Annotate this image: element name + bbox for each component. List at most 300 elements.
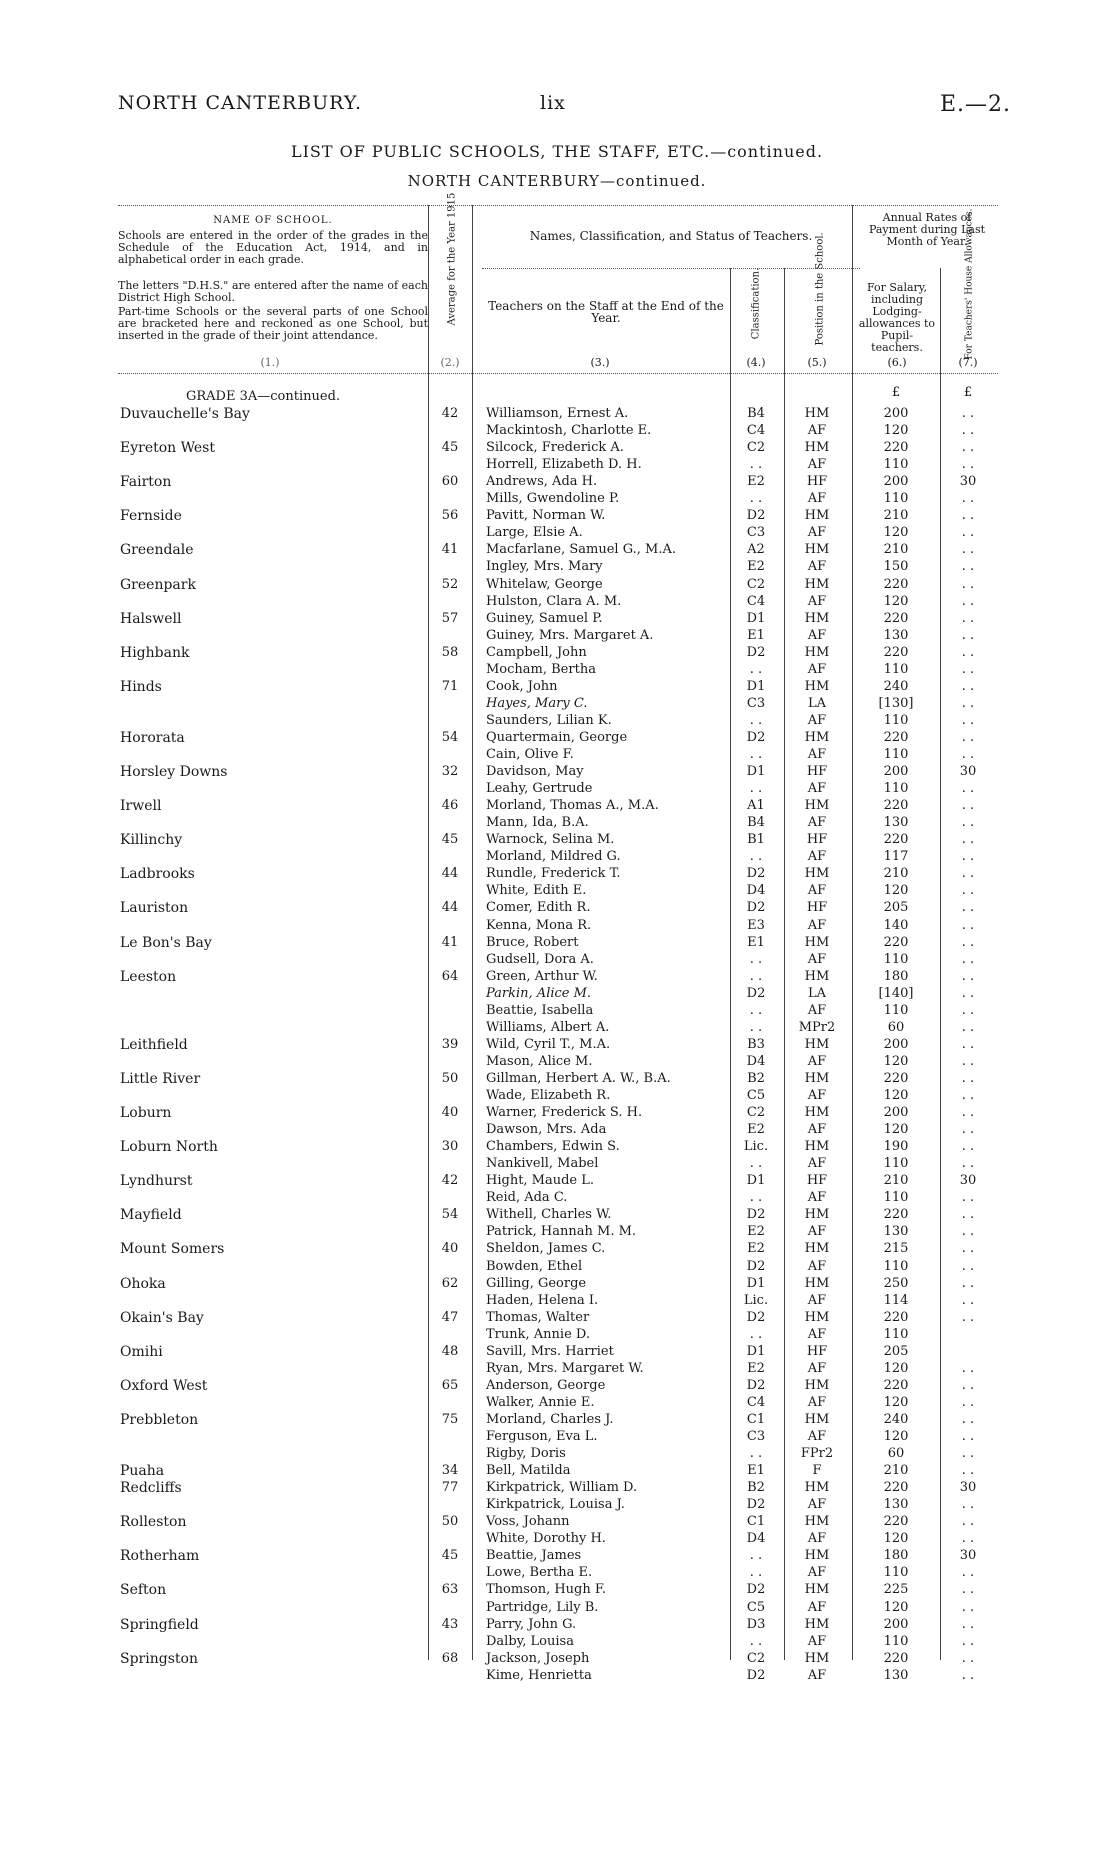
name-column-note-parttime: Part-time Schools or the several parts of one School are bracketed here and reckoned as one School, but inserted in the grade of their joint attendance. [118, 305, 428, 342]
teachers-subrule [482, 268, 860, 269]
school-average-attendance: 56 [441, 508, 459, 524]
teacher-position: HF [806, 474, 828, 490]
school-average-attendance: 30 [441, 1139, 459, 1155]
teacher-position: HM [804, 1241, 830, 1257]
teacher-name: Morland, Thomas A., M.A. [486, 798, 659, 814]
teacher-classification: . . [749, 1019, 763, 1035]
teacher-house-allowance: . . [961, 1667, 975, 1683]
teacher-house-allowance: . . [961, 406, 975, 421]
teacher-house-allowance: . . [961, 1241, 975, 1257]
teachers-subheading: Teachers on the Staff at the End of the Year. [488, 299, 724, 325]
teacher-salary: 200 [883, 1036, 909, 1052]
teacher-position: HM [804, 798, 830, 814]
teacher-name: Andrews, Ada H. [486, 474, 598, 490]
teacher-classification: E2 [747, 474, 765, 490]
teacher-house-allowance: . . [961, 423, 975, 439]
teacher-position: HM [804, 406, 830, 421]
page-title: LIST OF PUBLIC SCHOOLS, THE STAFF, ETC.—continued. [290, 142, 824, 161]
teacher-salary: 210 [883, 1173, 909, 1189]
teacher-classification: C5 [746, 1599, 766, 1615]
school-name: Leeston [120, 968, 177, 985]
teacher-house-allowance: . . [961, 1446, 975, 1462]
salary-column-label: For Salary, including Lodging-allowances to Pupil-teachers. [858, 281, 936, 354]
school-name: Puaha [120, 1463, 165, 1480]
teacher-salary: 190 [883, 1139, 909, 1155]
teacher-salary: 120 [883, 423, 909, 439]
teacher-classification: . . [749, 1156, 763, 1172]
school-average-attendance: 34 [441, 1463, 459, 1479]
teacher-classification: E1 [747, 627, 765, 643]
teacher-name: Reid, Ada C. [486, 1190, 568, 1206]
teacher-classification: B2 [747, 1070, 765, 1086]
teacher-house-allowance: . . [961, 1190, 975, 1206]
school-average-attendance: 42 [441, 406, 459, 421]
teacher-position: AF [807, 1633, 827, 1649]
teacher-house-allowance: 30 [959, 474, 977, 490]
teacher-salary: 210 [883, 542, 909, 558]
teacher-name: Ferguson, Eva L. [486, 1429, 598, 1444]
teacher-salary: 120 [883, 525, 909, 541]
teacher-name: Williamson, Ernest A. [486, 406, 629, 421]
teacher-name: Thomas, Walter [486, 1309, 590, 1325]
position-column-label: Position in the School. [814, 232, 826, 346]
teacher-name: Ryan, Mrs. Margaret W. [486, 1360, 644, 1376]
allowance-pound-sign: £ [963, 385, 973, 400]
teacher-position: AF [807, 1190, 827, 1206]
school-average-attendance: 52 [441, 576, 459, 592]
grade-heading: GRADE 3A—continued. [186, 389, 341, 404]
teacher-house-allowance: . . [961, 644, 975, 660]
teacher-house-allowance: . . [961, 985, 975, 1001]
teacher-classification: C2 [746, 440, 766, 456]
teacher-house-allowance: . . [961, 815, 975, 831]
school-average-attendance: 57 [441, 610, 459, 626]
teacher-house-allowance: . . [961, 1275, 975, 1291]
teacher-house-allowance: . . [961, 832, 975, 848]
teacher-name: Beattie, Isabella [486, 1002, 594, 1018]
teacher-position: AF [807, 525, 827, 541]
teacher-salary: 120 [883, 1394, 909, 1410]
teacher-salary: 117 [883, 849, 909, 865]
teacher-position: LA [807, 695, 827, 711]
teacher-name: Kime, Henrietta [486, 1667, 592, 1683]
teacher-salary: 210 [883, 508, 909, 524]
teacher-position: HM [804, 542, 830, 558]
teacher-position: AF [807, 1122, 827, 1138]
teacher-name: Hight, Maude L. [486, 1173, 595, 1189]
teacher-name: Patrick, Hannah M. M. [486, 1224, 637, 1240]
teacher-position: HF [806, 1173, 828, 1189]
teacher-position: AF [807, 1360, 827, 1376]
teacher-name: Comer, Edith R. [486, 900, 591, 916]
teacher-position: AF [807, 1088, 827, 1103]
teacher-position: AF [807, 1326, 827, 1342]
teacher-position: HM [804, 1650, 830, 1666]
teacher-name: Anderson, George [486, 1377, 606, 1393]
teacher-name: Mocham, Bertha [486, 661, 596, 677]
school-average-attendance: 54 [441, 1207, 459, 1223]
name-column-title: NAME OF SCHOOL. [213, 215, 333, 226]
teacher-name: Ingley, Mrs. Mary [486, 559, 603, 575]
teacher-classification: . . [749, 1326, 763, 1342]
school-name: Irwell [120, 798, 162, 815]
teacher-house-allowance: . . [961, 1616, 975, 1632]
teacher-salary: 220 [883, 1377, 909, 1393]
teacher-classification: . . [749, 491, 763, 507]
teacher-position: MPr2 [798, 1019, 836, 1035]
teacher-house-allowance: . . [961, 1122, 975, 1138]
school-average-attendance: 46 [441, 798, 459, 814]
col3-number: (3.) [590, 356, 610, 369]
school-name: Loburn [120, 1105, 172, 1122]
teacher-classification: D2 [746, 1667, 766, 1683]
teacher-house-allowance: 30 [959, 1548, 977, 1564]
teacher-classification: A2 [747, 542, 765, 558]
teacher-classification: . . [749, 1565, 763, 1581]
teacher-position: AF [807, 1292, 827, 1308]
teacher-position: HM [804, 644, 830, 660]
teacher-position: HF [806, 832, 828, 848]
teacher-name: Parry, John G. [486, 1616, 577, 1632]
col5-number: (5.) [807, 356, 827, 369]
teacher-salary: 110 [883, 1002, 909, 1018]
teacher-position: AF [807, 1565, 827, 1581]
teacher-position: AF [807, 1224, 827, 1240]
school-average-attendance: 47 [441, 1309, 459, 1325]
teacher-name: Bell, Matilda [486, 1463, 571, 1479]
teacher-house-allowance: 30 [959, 764, 977, 780]
teacher-classification: B2 [747, 1480, 765, 1496]
teacher-house-allowance: . . [961, 712, 975, 728]
teacher-classification: E2 [747, 559, 765, 575]
teacher-salary: 220 [883, 576, 909, 592]
teacher-salary: 120 [883, 1088, 909, 1103]
teacher-house-allowance: . . [961, 1394, 975, 1410]
teacher-salary: 220 [883, 1207, 909, 1223]
house-allowance-column-label: For Teachers' House Allowances. [964, 208, 975, 360]
teacher-name: Wade, Elizabeth R. [486, 1088, 611, 1103]
teacher-position: AF [807, 849, 827, 865]
teacher-classification: D1 [746, 764, 766, 780]
teacher-name: Quartermain, George [486, 729, 628, 745]
teacher-classification: C1 [746, 1514, 766, 1530]
teacher-house-allowance: . . [961, 559, 975, 575]
teacher-name: Hulston, Clara A. M. [486, 593, 622, 609]
teacher-house-allowance: . . [961, 1070, 975, 1086]
school-average-attendance: 45 [441, 832, 459, 848]
teacher-salary: 220 [883, 610, 909, 626]
teacher-name: Kenna, Mona R. [486, 917, 592, 933]
teacher-name: Warnock, Selina M. [486, 832, 615, 848]
school-name: Halswell [120, 610, 182, 627]
teacher-classification: B3 [747, 1036, 765, 1052]
teacher-classification: . . [749, 1190, 763, 1206]
teacher-salary: 120 [883, 1599, 909, 1615]
school-average-attendance: 32 [441, 764, 459, 780]
school-name: Springfield [120, 1616, 199, 1633]
teacher-house-allowance: . . [961, 849, 975, 865]
teacher-salary: 120 [883, 1122, 909, 1138]
teacher-classification: A1 [747, 798, 765, 814]
teacher-house-allowance: . . [961, 798, 975, 814]
teacher-house-allowance: . . [961, 1360, 975, 1376]
teacher-position: HM [804, 1548, 830, 1564]
teacher-salary: 240 [883, 1411, 909, 1427]
school-name: Mount Somers [120, 1241, 225, 1258]
teacher-house-allowance: . . [961, 1019, 975, 1035]
school-average-attendance: 40 [441, 1241, 459, 1257]
teacher-classification: C2 [746, 1105, 766, 1121]
teacher-name: Whitelaw, George [486, 576, 603, 592]
teacher-salary: 200 [883, 474, 909, 490]
teacher-name: White, Edith E. [486, 883, 587, 899]
teacher-name: Mann, Ida, B.A. [486, 815, 589, 831]
teacher-house-allowance: . . [961, 747, 975, 762]
teacher-name: Silcock, Frederick A. [486, 440, 624, 456]
teacher-position: HM [804, 1036, 830, 1052]
teacher-position: AF [807, 747, 827, 762]
school-name: Sefton [120, 1582, 167, 1599]
teacher-house-allowance: . . [961, 781, 975, 797]
teacher-salary: [130] [878, 695, 914, 711]
teacher-classification: E3 [747, 917, 765, 933]
teacher-classification: D4 [746, 1531, 766, 1547]
teacher-position: HM [804, 1207, 830, 1223]
teacher-name: Mills, Gwendoline P. [486, 491, 620, 507]
teacher-name: Gilling, George [486, 1275, 587, 1291]
teacher-salary: 120 [883, 1360, 909, 1376]
teacher-position: HM [804, 1616, 830, 1632]
teacher-house-allowance: . . [961, 542, 975, 558]
teacher-classification: B4 [747, 406, 765, 421]
teacher-salary: 110 [883, 1156, 909, 1172]
teacher-name: Saunders, Lilian K. [486, 712, 612, 728]
col4-number: (4.) [746, 356, 766, 369]
teacher-house-allowance: . . [961, 1105, 975, 1121]
school-average-attendance: 44 [441, 866, 459, 882]
teacher-salary: 220 [883, 798, 909, 814]
teacher-house-allowance: . . [961, 661, 975, 677]
teacher-classification: E2 [747, 1360, 765, 1376]
teacher-position: HM [804, 1105, 830, 1121]
teacher-position: AF [807, 1053, 827, 1069]
teacher-position: AF [807, 1002, 827, 1018]
teacher-classification: D1 [746, 1275, 766, 1291]
teacher-salary: [140] [878, 985, 914, 1001]
school-name: Springston [120, 1650, 198, 1667]
teacher-classification: D2 [746, 644, 766, 660]
school-average-attendance: 75 [441, 1411, 459, 1427]
teacher-position: AF [807, 883, 827, 899]
teacher-house-allowance: . . [961, 576, 975, 592]
teacher-salary: 200 [883, 764, 909, 780]
teacher-name: Green, Arthur W. [486, 968, 598, 984]
school-average-attendance: 40 [441, 1105, 459, 1121]
teacher-classification: D2 [746, 866, 766, 882]
school-name: Lauriston [120, 900, 189, 917]
teacher-name: Mackintosh, Charlotte E. [486, 423, 652, 439]
teacher-position: HM [804, 1309, 830, 1325]
teacher-name: Bruce, Robert [486, 934, 579, 950]
teacher-house-allowance: . . [961, 1224, 975, 1240]
school-name: Highbank [120, 644, 190, 661]
teacher-classification: D4 [746, 1053, 766, 1069]
teacher-name: Kirkpatrick, William D. [486, 1480, 638, 1496]
teacher-house-allowance: . . [961, 900, 975, 916]
teacher-house-allowance: . . [961, 934, 975, 950]
teacher-position: LA [807, 985, 827, 1001]
teacher-name: Cain, Olive F. [486, 747, 574, 762]
teacher-name: Withell, Charles W. [486, 1207, 612, 1223]
teacher-position: AF [807, 917, 827, 933]
school-average-attendance: 44 [441, 900, 459, 916]
teacher-name: Dalby, Louisa [486, 1633, 574, 1649]
school-average-attendance: 43 [441, 1616, 459, 1632]
teacher-position: AF [807, 1497, 827, 1513]
teacher-name: Savill, Mrs. Harriet [486, 1343, 614, 1359]
teacher-house-allowance: . . [961, 883, 975, 899]
teacher-house-allowance: . . [961, 1377, 975, 1393]
school-average-attendance: 60 [441, 474, 459, 490]
school-average-attendance: 68 [441, 1650, 459, 1666]
teacher-name: Davidson, May [486, 764, 584, 780]
school-average-attendance: 58 [441, 644, 459, 660]
teacher-salary: 120 [883, 1429, 909, 1444]
teacher-house-allowance: . . [961, 491, 975, 507]
school-name: Prebbleton [120, 1411, 199, 1428]
teacher-classification: D2 [746, 1497, 766, 1513]
teacher-position: HM [804, 1514, 830, 1530]
teacher-house-allowance: . . [961, 1463, 975, 1479]
average-column-label: Average for the Year 1915 [446, 192, 458, 326]
col-divider-2 [472, 205, 473, 1660]
teacher-salary: 200 [883, 1616, 909, 1632]
teacher-classification: D2 [746, 1258, 766, 1274]
col6-number: (6.) [887, 356, 907, 369]
teacher-house-allowance: . . [961, 610, 975, 626]
teacher-salary: 210 [883, 866, 909, 882]
page-subtitle: NORTH CANTERBURY—continued. [407, 172, 707, 190]
teacher-classification: . . [749, 661, 763, 677]
teacher-salary: 220 [883, 1514, 909, 1530]
teacher-house-allowance: . . [961, 866, 975, 882]
teacher-house-allowance: . . [961, 1565, 975, 1581]
teacher-position: AF [807, 1531, 827, 1547]
col-divider-5 [852, 205, 853, 1660]
teacher-house-allowance: . . [961, 1258, 975, 1274]
teacher-position: HM [804, 508, 830, 524]
teacher-classification: C2 [746, 1650, 766, 1666]
teacher-position: AF [807, 1429, 827, 1444]
teacher-position: AF [807, 627, 827, 643]
teacher-name: Lowe, Bertha E. [486, 1565, 593, 1581]
school-average-attendance: 41 [441, 542, 459, 558]
teacher-salary: 130 [883, 1667, 909, 1683]
teacher-house-allowance: . . [961, 1002, 975, 1018]
teacher-position: HM [804, 1411, 830, 1427]
teacher-salary: 220 [883, 832, 909, 848]
teacher-classification: . . [749, 1002, 763, 1018]
teacher-salary: 180 [883, 968, 909, 984]
school-name: Hororata [120, 729, 185, 746]
teacher-classification: . . [749, 1633, 763, 1649]
teacher-salary: 225 [883, 1582, 909, 1598]
teacher-classification: C3 [746, 1429, 766, 1444]
school-name: Fernside [120, 508, 182, 525]
teacher-classification: E2 [747, 1122, 765, 1138]
school-average-attendance: 45 [441, 1548, 459, 1564]
teacher-house-allowance: . . [961, 1497, 975, 1513]
teacher-name: Morland, Charles J. [486, 1411, 614, 1427]
teacher-house-allowance: . . [961, 968, 975, 984]
school-name: Hinds [120, 678, 162, 695]
teacher-salary: 220 [883, 440, 909, 456]
teacher-classification: B4 [747, 815, 765, 831]
school-average-attendance: 65 [441, 1377, 459, 1393]
teacher-house-allowance: . . [961, 1156, 975, 1172]
teacher-name: Warner, Frederick S. H. [486, 1105, 643, 1121]
school-average-attendance: 64 [441, 968, 459, 984]
school-name: Horsley Downs [120, 764, 228, 781]
teacher-salary: 205 [883, 900, 909, 916]
teacher-name: Kirkpatrick, Louisa J. [486, 1497, 625, 1513]
teacher-name: Leahy, Gertrude [486, 781, 593, 797]
teacher-house-allowance: . . [961, 1207, 975, 1223]
school-average-attendance: 63 [441, 1582, 459, 1598]
teacher-classification: C1 [746, 1411, 766, 1427]
teacher-salary: 110 [883, 491, 909, 507]
teacher-name: Rigby, Doris [486, 1446, 566, 1462]
teacher-name: Gudsell, Dora A. [486, 951, 594, 967]
teacher-position: AF [807, 712, 827, 728]
teacher-salary: 110 [883, 951, 909, 967]
teacher-name: Nankivell, Mabel [486, 1156, 599, 1172]
teacher-classification: . . [749, 1548, 763, 1564]
teacher-position: HM [804, 678, 830, 694]
teacher-classification: . . [749, 849, 763, 865]
col2-number: (2.) [440, 356, 460, 369]
school-name: Rolleston [120, 1514, 187, 1531]
teacher-salary: 215 [883, 1241, 909, 1257]
teacher-position: AF [807, 593, 827, 609]
school-name: Redcliffs [120, 1480, 182, 1497]
school-name: Loburn North [120, 1139, 218, 1156]
teacher-position: HM [804, 1480, 830, 1496]
school-average-attendance: 71 [441, 678, 459, 694]
teacher-position: AF [807, 1667, 827, 1683]
teacher-position: HF [806, 764, 828, 780]
teacher-name: Haden, Helena I. [486, 1292, 599, 1308]
teacher-position: HM [804, 1139, 830, 1155]
page-number: lix [540, 92, 566, 114]
teacher-salary: 60 [887, 1019, 905, 1035]
teacher-house-allowance: . . [961, 695, 975, 711]
teacher-classification: . . [749, 712, 763, 728]
teacher-name: Williams, Albert A. [486, 1019, 610, 1035]
col7-number: (7.) [958, 356, 978, 369]
col-divider-3 [730, 268, 731, 1660]
teacher-position: HF [806, 900, 828, 916]
col-divider-4 [784, 268, 785, 1660]
school-average-attendance: 41 [441, 934, 459, 950]
teacher-salary: 220 [883, 729, 909, 745]
teacher-salary: 220 [883, 1650, 909, 1666]
teacher-classification: D2 [746, 729, 766, 745]
teacher-name: Chambers, Edwin S. [486, 1139, 620, 1155]
teacher-position: AF [807, 1258, 827, 1274]
teacher-classification: C4 [746, 1394, 766, 1410]
teacher-name: Rundle, Frederick T. [486, 866, 621, 882]
